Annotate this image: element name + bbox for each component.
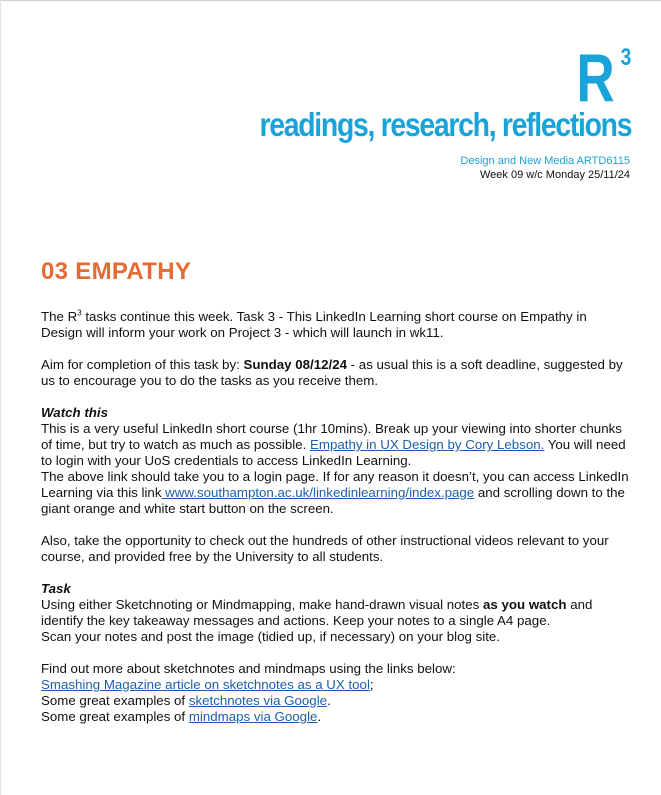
- mindmaps-google-link[interactable]: mindmaps via Google: [188, 709, 318, 724]
- task-section: [41, 581, 631, 645]
- page-left-edge: [0, 0, 1, 795]
- task-paragraph: Using either Sketchnoting or Mindmapping, make hand-drawn visual notes as you watch and identify the key takeaway messages and actions. Keep your notes to a single A4 page.: [41, 597, 593, 628]
- linkedin-access-paragraph: The above link should take you to a login page. If for any reason it doesn’t, you can access LinkedIn Learning via this link www.southampton.ac.uk/linkedinlearning/index.page and scrolling down to the giant orange and white start button on the screen.: [41, 469, 629, 516]
- r3-logo: [551, 40, 631, 116]
- more-intro: Find out more about sketchnotes and mindmaps using the links below:: [41, 661, 456, 676]
- task-emphasis: as you watch: [483, 597, 567, 612]
- course-link[interactable]: Empathy in UX Design by Cory Lebson.: [310, 437, 545, 452]
- watch-heading: Watch this: [41, 405, 108, 420]
- also-paragraph: Also, take the opportunity to check out the hundreds of other instructional videos relevant to your course, and provided free by the University to all students.: [41, 533, 609, 564]
- week-date: Week 09 w/c Monday 25/11/24: [479, 169, 630, 181]
- logo-letter: R: [576, 40, 613, 116]
- sketchnotes-google-link[interactable]: sketchnotes via Google: [188, 693, 328, 708]
- smashing-magazine-link[interactable]: Smashing Magazine article on sketchnotes as a UX tool: [41, 677, 370, 692]
- linkedin-learning-url-link[interactable]: www.southampton.ac.uk/linkedinlearning/index.page: [161, 485, 475, 500]
- header-subtitle: readings, research, reflections: [259, 106, 631, 143]
- more-section: [41, 661, 631, 725]
- intro-superscript: 3: [77, 308, 82, 318]
- more-line-2: Some great examples of sketchnotes via Google.: [41, 693, 331, 708]
- deadline-date: Sunday 08/12/24: [243, 357, 347, 372]
- task-heading: Task: [41, 581, 71, 596]
- task-scan-line: Scan your notes and post the image (tidied up, if necessary) on your blog site.: [41, 629, 501, 644]
- course-code: Design and New Media ARTD6115: [460, 155, 630, 167]
- section-title: 03 EMPATHY: [41, 258, 192, 285]
- page-top-edge: [0, 0, 661, 1]
- more-line-1: Smashing Magazine article on sketchnotes as a UX tool;: [41, 677, 374, 692]
- logo-superscript: 3: [620, 44, 631, 71]
- deadline-paragraph: Aim for completion of this task by: Sunday 08/12/24 - as usual this is a soft deadline, suggested by us to encourage you to do the tasks as you receive them.: [41, 357, 623, 388]
- watch-section: [41, 405, 631, 517]
- document-body: [41, 309, 631, 725]
- more-line-3: Some great examples of mindmaps via Google.: [41, 709, 322, 724]
- watch-paragraph: This is a very useful LinkedIn short course (1hr 10mins). Break up your viewing into shorter chunks of time, but try to watch as much as possible. Empathy in UX Design by Cory Lebson. You will need to login with your UoS credentials to access LinkedIn Learning.: [41, 421, 626, 468]
- intro-paragraph: The $R^3$ tasks continue this week. Task 3 - This LinkedIn Learning short course on Empathy in Design will inform your work on Project 3 - which will launch in wk11.: [41, 308, 587, 340]
